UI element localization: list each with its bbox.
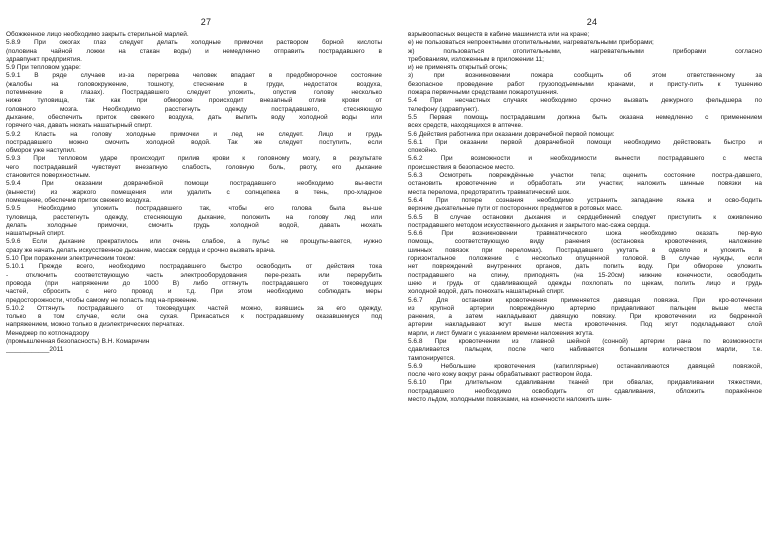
text-line: горизонтальное положение с несколько опущенной головой. В случае нужды, если xyxy=(408,255,762,263)
text-line: 5.9.6 Если дыхание прекратилось или очень слабое, а пульс не прощупы-вается, нужно xyxy=(6,238,382,246)
text-line: 5.6.5 В случае остановки дыхания и сердцебиений следует приступить к оживлению xyxy=(408,213,762,221)
text-line: 5.9.3 При тепловом ударе происходит прилив крови к головному мозгу, в результате xyxy=(6,155,382,163)
text-line: телефону (здравпункт). xyxy=(408,105,480,113)
text-line: холодной водой, дать понюхать нашатырный спирт. xyxy=(408,288,565,296)
text-line: провода (при напряжении до 1000 В) либо оттянуть пострадавшего от токоведущих xyxy=(6,279,382,287)
text-line: 5.6.1 При оказании первой доврачебной помощи необходимо действовать быстро и xyxy=(408,138,762,146)
text-line: помещение, обеспечив приток свежего воздуха. xyxy=(6,196,151,204)
text-line: сразу же начать делать искусственное дыхание, массаж сердца и срочно вызвать врача. xyxy=(6,246,276,254)
text-line: 5.9.5 Необходимо уложить пострадавшего так, чтобы его голова была вы-ше xyxy=(6,205,382,213)
text-line: 5.9.4 При оказании доврачебной помощи пострадавшего необходимо вы-вести xyxy=(6,180,382,188)
text-line: дыхание, обеспечить приток свежего воздуха, дать выпить воду холодной воды или xyxy=(6,113,382,121)
text-line: делать холодные примочки, смочить грудь холодной водой, давать нюхать xyxy=(6,221,382,229)
text-line: артерии накладывают жгут выше места кровотечения. Под жгут подкладывают слой xyxy=(408,321,762,329)
text-line: 5.9.1 В ряде случаев из-за перегрева человек впадает в предобморочное состояние xyxy=(6,72,382,80)
page-text xyxy=(6,31,382,355)
text-line: 5.10.1 Прежде всего, необходимо пострадавшего быстро освободить от действия тока xyxy=(6,263,382,271)
text-line: Менеджер по котлонадзору xyxy=(6,329,90,337)
text-line: помощь, соответствующую виду ранения (остановка кровотечения, наложение xyxy=(408,238,762,246)
text-line: нашатырный спирт. xyxy=(6,230,65,238)
text-line: происшествия в безопасное место. xyxy=(408,163,515,171)
text-line: нет повреждений внутренних органов, дать попить воду. При обмороке уложить xyxy=(408,263,762,271)
text-line: 5.6.7 Для остановки кровотечения применяется давящая повязка. При кро-вотечении xyxy=(408,296,762,304)
text-line: горячего чая, давать нюхать нашатырный спирт. xyxy=(6,122,153,130)
text-line: после чего кожу вокруг раны обрабатывают раствором йода. xyxy=(408,371,593,379)
text-line: ранения, а затем накладывают давящую повязку. При кровотечении из бедренной xyxy=(408,313,762,321)
text-line: 5.10 При поражении электрическим током: xyxy=(6,255,136,263)
text-line: 5.6.2 При возможности и необходимости вынести пострадавшего с места xyxy=(408,155,762,163)
text-line: туловища, расстегнуть одежду, стесняющую дыхание, положить на голову лед или xyxy=(6,213,382,221)
text-line: ж) пользоваться отопительными, нагревательными приборами согласно xyxy=(408,47,762,55)
text-line: остановить кровотечение и обработать эти участки; наложить шинные повязки на xyxy=(408,180,762,188)
text-line: спокойно. xyxy=(408,147,438,155)
text-line: пострадавшего методом искусственного дыхания и закрытого мас-сажа сердца. xyxy=(408,221,651,229)
text-line: (жалобы на головокружение, тошноту, стеснение в груди, недостаток воздуха, xyxy=(6,80,382,88)
text-line: взрывоопасных веществ в кабине машиниста или на кране; xyxy=(408,31,590,38)
right-page xyxy=(390,0,780,540)
text-line: предосторожности, чтобы самому не попасть под на-пряжение. xyxy=(6,296,199,304)
text-line: пострадавшего на спину, приподнять (на 15-20см) нижние конечности, освободить xyxy=(408,271,762,279)
page-number: 27 xyxy=(200,17,212,27)
text-line: из крупной артерии повреждённую артерию придавливают пальцем выше места xyxy=(408,304,762,312)
text-line: обморок уже наступил. xyxy=(6,147,76,155)
text-line: головного мозга. Необходимо расстегнуть одежду пострадавшего, стесняющую xyxy=(6,105,382,113)
text-line: только в том случае, если она сухая. Прикасаться к пострадавшему оказавшемуся под xyxy=(6,313,382,321)
text-line: 5.6.3 Осмотреть повреждённые участки тела; оценить состояние постра-давшего, xyxy=(408,172,762,180)
text-line: 5.6.6 При возникновении травматического шока необходимо оказать пер-вую xyxy=(408,230,762,238)
text-line: (половина чайной ложки на стакан воды) и немедленно отправить пострадавшего в xyxy=(6,47,382,55)
text-line: пострадавшего можно смочить холодной водой. Так же следует поступить, если xyxy=(6,138,382,146)
text-line: 5.4 При несчастных случаях необходимо срочно вызвать дежурного фельдшера по xyxy=(408,97,762,105)
text-line: 5.6.10 При длительном сдавливании тканей при обвалах, придавливании тяжестями, xyxy=(408,379,762,387)
text-line: Обожженное лицо необходимо закрыть стерильной марлей. xyxy=(6,31,189,38)
text-line: - отключить соответствующую часть электрооборудования пере-резать или перерубить xyxy=(6,271,382,279)
text-line: пожара первичными средствами пожаротушения. xyxy=(408,89,559,97)
text-line: е) не пользоваться непроектными отопительными, нагревательными приборами; xyxy=(408,39,654,47)
text-line: верхние дыхательные пути от посторонних предметов в ротовых масс. xyxy=(408,205,623,213)
text-line: частей, сбросить с него провод и т.д. При этом необходимо соблюдать меры xyxy=(6,288,382,296)
text-line: место льдом, холодными повязками, на конечности наложить шин- xyxy=(408,396,612,404)
text-line: (промышленная безопасность) В.Н. Комаричин xyxy=(6,337,150,345)
text-line: з) при возникновении пожара сообщить об этом ответственному за xyxy=(408,72,762,80)
text-line: потемнение в глазах). Пострадавшего следует уложить, опустив голову несколько xyxy=(6,89,382,97)
text-line: всех средств, находящихся в аптечке. xyxy=(408,122,523,130)
text-line: пострадавшего необходимо освободить от сдавливания, обложить поражённое xyxy=(408,387,762,395)
text-line: здравпункт предприятия. xyxy=(6,55,82,63)
text-line: шинных повязок при переломах). Пострадавшего укутать в одеяло и уложить в xyxy=(408,246,762,254)
text-line: ____________2011 xyxy=(6,346,64,354)
text-line: требованиям, изложенным в приложении 11; xyxy=(408,55,544,63)
text-line: ниже туловища, так как при обмороке происходит внезапный отлив крови от xyxy=(6,97,382,105)
text-line: безопасное проведение работ грузоподъемными кранами, и присту-пить к тушению xyxy=(408,80,762,88)
text-line: 5.10.2 Оттянуть пострадавшего от токоведущих частей можно, взявшись за его одежду, xyxy=(6,304,382,312)
text-line: становится поверхностным. xyxy=(6,172,91,180)
text-line: 5.6.8 При кровотечении из главной шейной (сонной) артерии рана по возможности xyxy=(408,337,762,345)
text-line: чего пострадавший чувствует внезапную слабость, головную боль, рвоту, его дыхание xyxy=(6,163,382,171)
text-line: (вынести) из жаркого помещения или удалить с солнцепека в тень, про-хладное xyxy=(6,188,382,196)
text-line: 5.6.9 Небольшие кровотечения (капиллярные) останавливаются давящей повязкой, xyxy=(408,362,762,370)
page-number: 24 xyxy=(586,17,598,27)
text-line: 5.9 При тепловом ударе: xyxy=(6,64,81,72)
text-line: марли, и лист бумаги с указанием времени наложения жгута. xyxy=(408,329,594,337)
text-line: сдавливается пальцем, после чего набивается большим количеством марли, т.е. xyxy=(408,346,762,354)
text-line: 5.9.2 Класть на голову холодные примочки и лед не следует. Лицо и грудь xyxy=(6,130,382,138)
text-line: напряжением, можно только в диэлектрических перчатках. xyxy=(6,321,185,329)
text-line: 5.5 Первая помощь пострадавшим должна быть оказана немедленно с применением xyxy=(408,113,762,121)
text-line: тампонируется. xyxy=(408,354,455,362)
text-line: и) не применять открытый огонь; xyxy=(408,64,508,72)
text-line: шею и грудь от сдавливающей одежды похлопать по щекам, полить лицо и грудь xyxy=(408,279,762,287)
text-line: места перелома, предотвратить травматический шок. xyxy=(408,188,571,196)
text-line: 5.6 Действия работника при оказании доврачебной первой помощи: xyxy=(408,130,615,138)
page-text xyxy=(408,31,762,404)
text-line: 5.6.4 При потере сознания необходимо устранить западание языка и осво-бодить xyxy=(408,196,762,204)
text-line: 5.8.9 При ожогах глаз следует делать холодные примочки раствором борной кислоты xyxy=(6,39,382,47)
